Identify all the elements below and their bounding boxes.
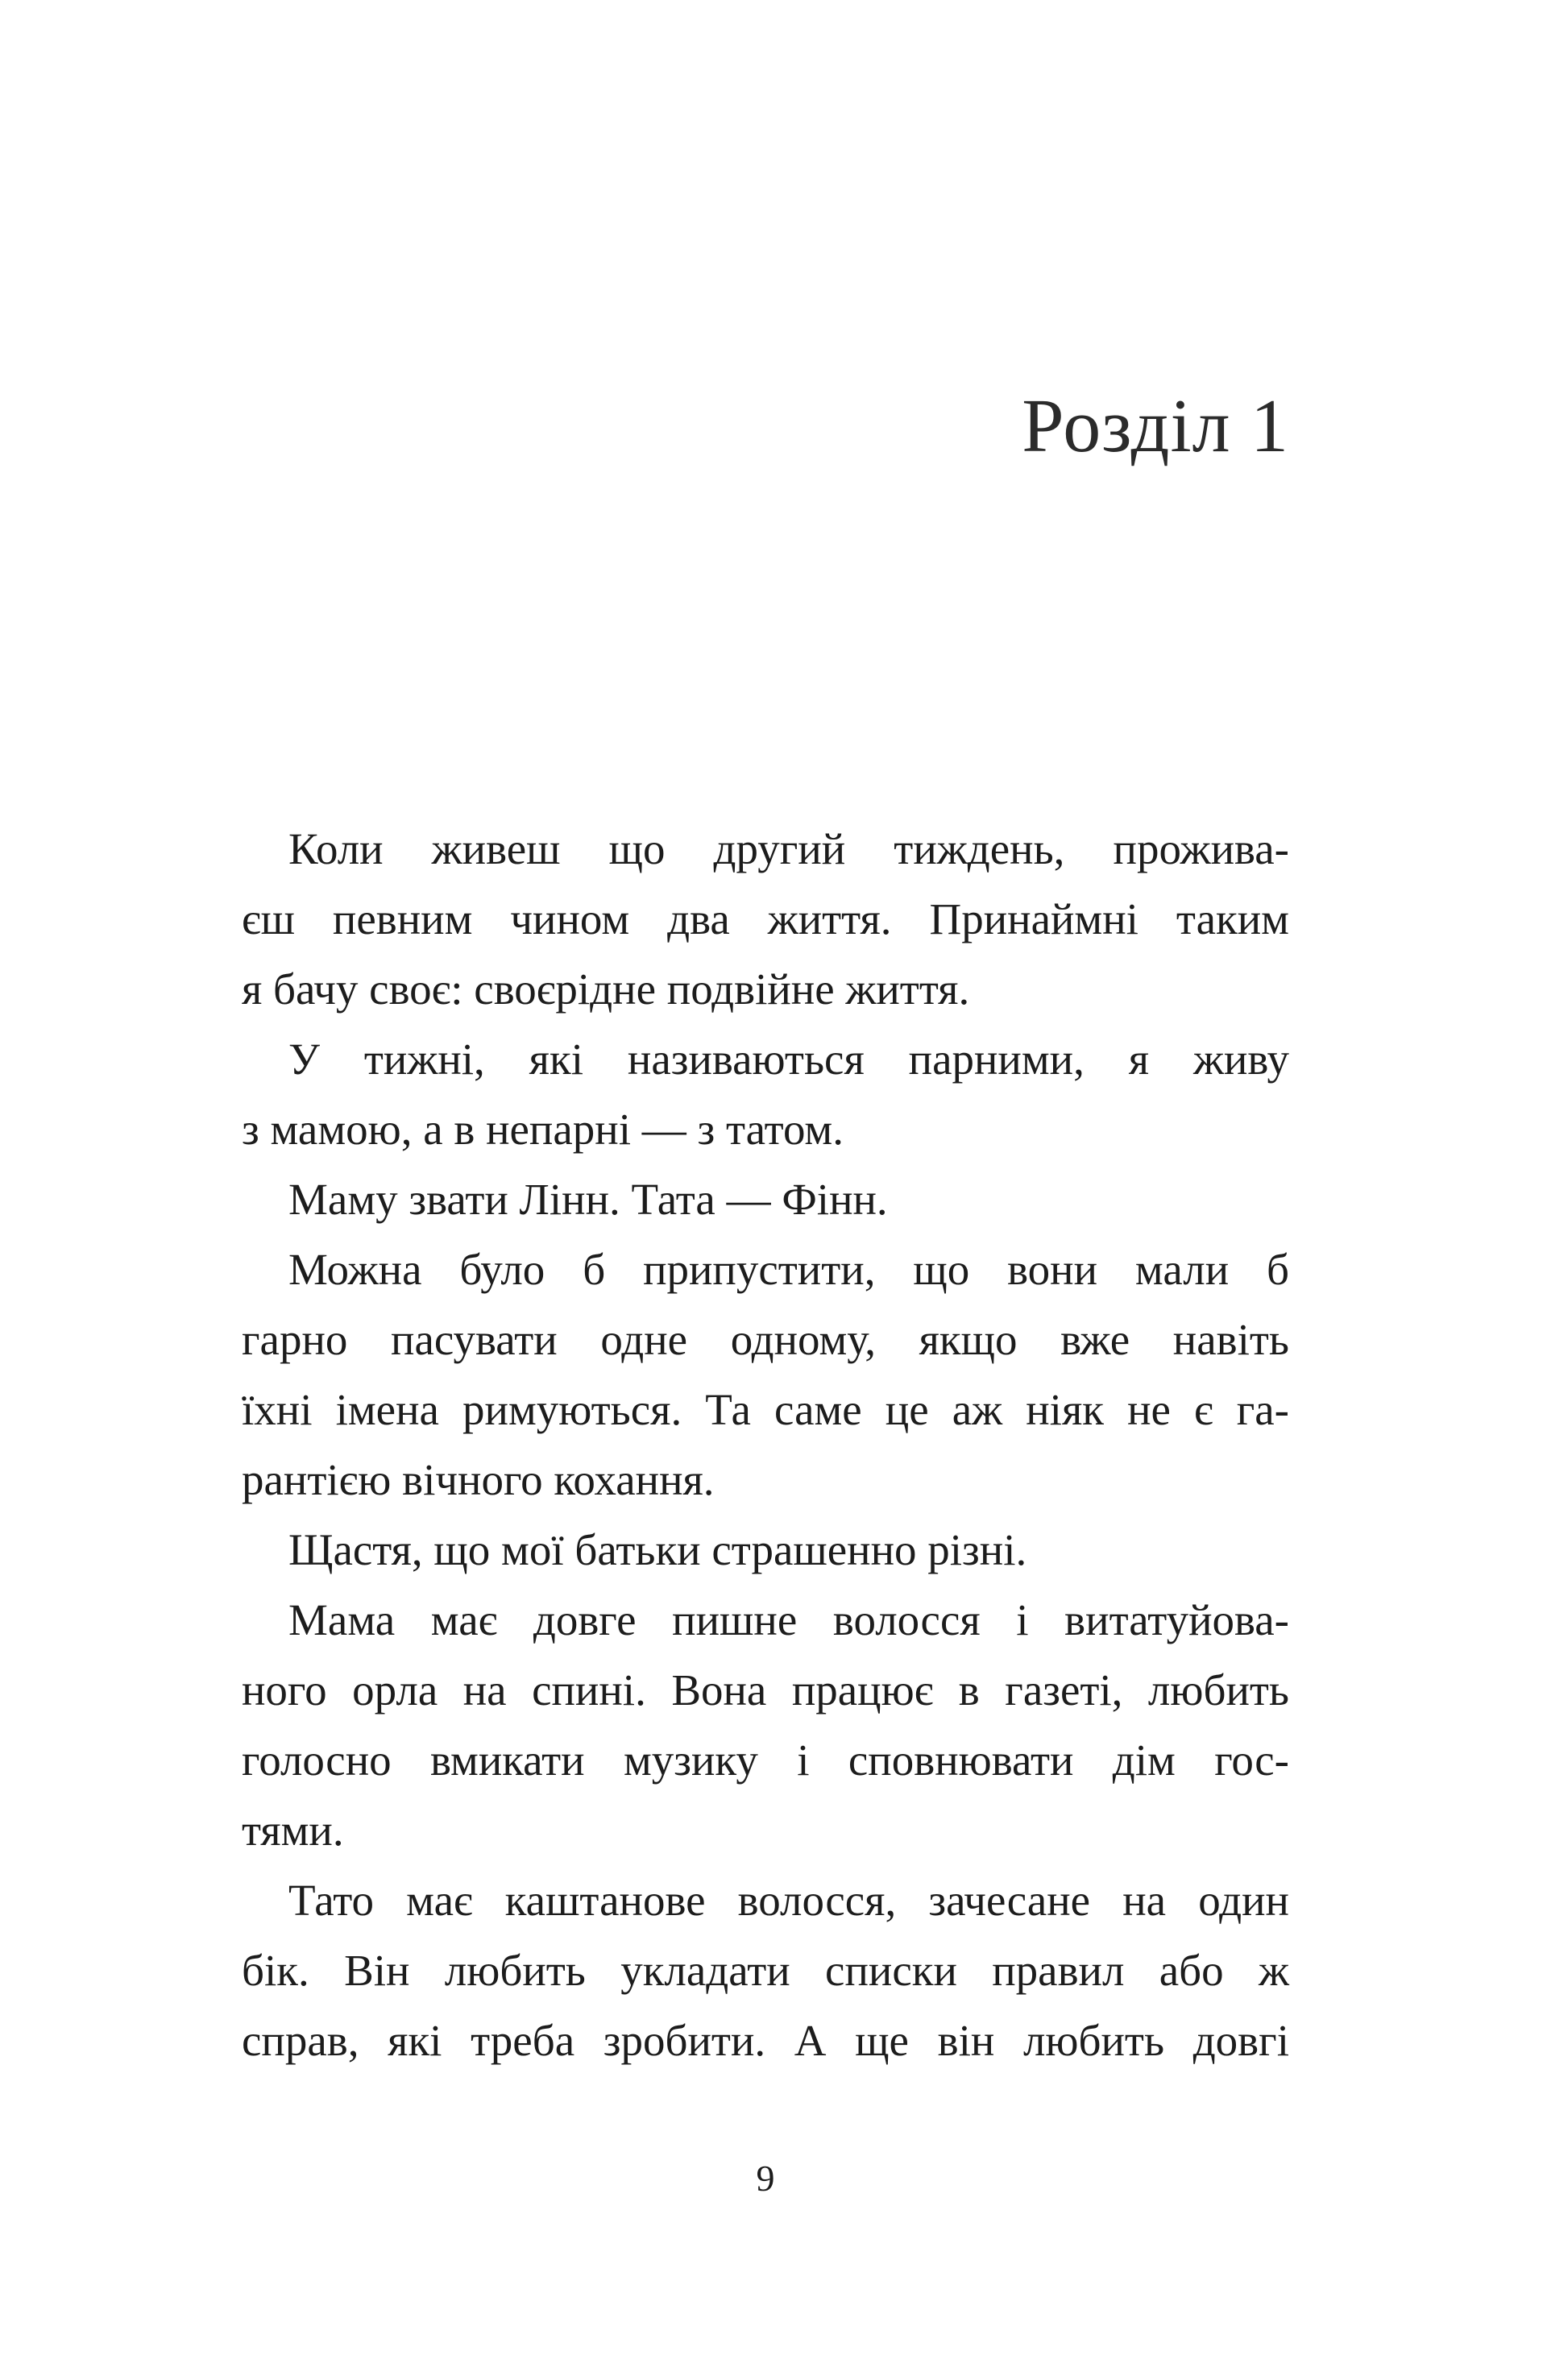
text-line: єш певним чином два життя. Принаймні таким [242,894,1289,943]
text-line: гарно пасувати одне одному, якщо вже навіть [242,1315,1289,1364]
text-line: я бачу своє: своєрідне подвійне життя. [242,964,970,1014]
text-line: Можна було б припустити, що вони мали б [288,1245,1289,1294]
chapter-title: Розділ 1 [1022,384,1289,468]
text-line: бік. Він любить укладати списки правил або ж [242,1946,1289,1995]
text-line: Коли живеш що другий тиждень, прожива- [288,824,1289,873]
text-line: рантією вічного кохання. [242,1455,715,1504]
body-text [242,814,1289,2075]
text-line: з мамою, а в непарні — з татом. [242,1105,844,1154]
text-line: ного орла на спині. Вона працює в газеті, любить [242,1665,1289,1715]
text-line: Маму звати Лінн. Тата — Фінн. [288,1175,888,1224]
text-line: Щастя, що мої батьки страшенно різні. [288,1525,1027,1574]
text-line: їхні імена римуються. Та саме це аж ніяк не є га- [242,1385,1289,1434]
text-line: тями. [242,1806,344,1855]
page-number: 9 [756,2158,775,2199]
text-line: справ, які треба зробити. А ще він любить довгі [242,2016,1289,2065]
text-line: голосно вмикати музику і сповнювати дім гос- [242,1735,1289,1785]
text-line: Мама має довге пишне волосся і витатуйова- [288,1595,1289,1644]
text-line: Тато має каштанове волосся, зачесане на один [288,1876,1289,1925]
text-line: У тижні, які називаються парними, я живу [288,1035,1289,1084]
